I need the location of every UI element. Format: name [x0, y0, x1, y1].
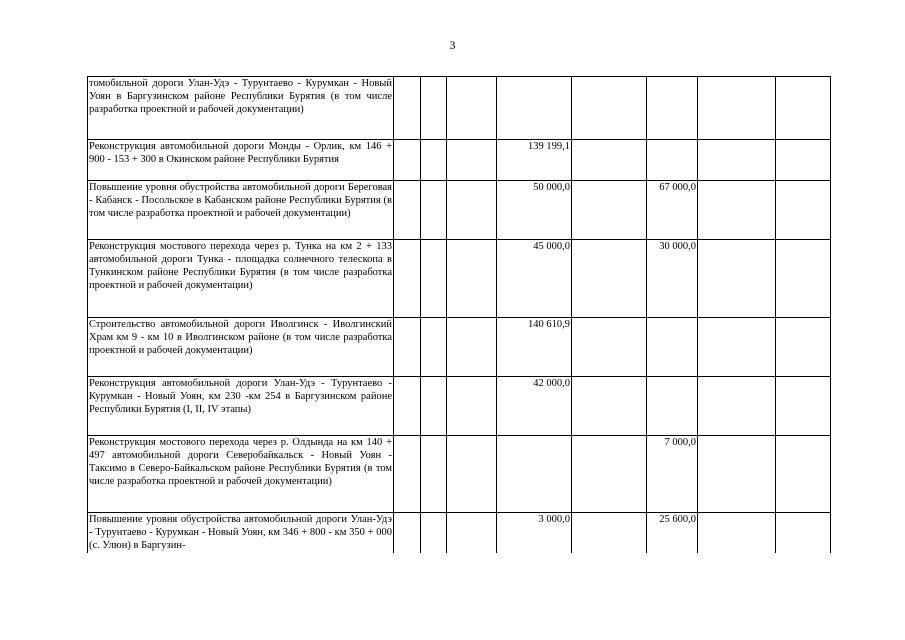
- empty-cell: [776, 513, 831, 553]
- amount-cell: [497, 436, 572, 513]
- amount-cell: 3 000,0: [497, 513, 572, 553]
- budget-table: [87, 76, 831, 553]
- empty-cell: [572, 513, 647, 553]
- empty-cell: [698, 181, 776, 240]
- empty-cell: [776, 140, 831, 181]
- amount-cell: 140 610,9: [497, 318, 572, 377]
- row-description: Реконструкция автомобильной дороги Улан-Удэ - Турунтаево - Курумкан - Новый Уоян, км 230 -км 254 в Баргузинском районе Республики Бурятия (I, II, IV этапы): [88, 377, 394, 436]
- empty-cell: [421, 181, 447, 240]
- empty-cell: [394, 77, 421, 140]
- empty-cell: [447, 181, 497, 240]
- empty-cell: [698, 513, 776, 553]
- empty-cell: [421, 140, 447, 181]
- empty-cell: [698, 240, 776, 318]
- empty-cell: [394, 181, 421, 240]
- empty-cell: [421, 513, 447, 553]
- empty-cell: [572, 181, 647, 240]
- empty-cell: [572, 240, 647, 318]
- amount-cell: [647, 377, 698, 436]
- empty-cell: [572, 318, 647, 377]
- table-row: [88, 77, 831, 140]
- empty-cell: [572, 436, 647, 513]
- page-number: 3: [449, 38, 456, 52]
- empty-cell: [698, 77, 776, 140]
- empty-cell: [447, 240, 497, 318]
- table-row: [88, 140, 831, 181]
- amount-cell: 7 000,0: [647, 436, 698, 513]
- table-row: [88, 436, 831, 513]
- empty-cell: [776, 318, 831, 377]
- row-description: Реконструкция автомобильной дороги Монды - Орлик, км 146 + 900 - 153 + 300 в Окинском районе Республики Бурятия: [88, 140, 394, 181]
- row-description: Реконструкция мостового перехода через р. Тунка на км 2 + 133 автомобильной дороги Тунка - площадка солнечного телескопа в Тункинском районе Республики Бурятия (в том числе разработка проектной и рабочей документации): [88, 240, 394, 318]
- empty-cell: [572, 377, 647, 436]
- empty-cell: [421, 77, 447, 140]
- amount-cell: 67 000,0: [647, 181, 698, 240]
- empty-cell: [776, 436, 831, 513]
- amount-cell: [647, 77, 698, 140]
- row-description: Повышение уровня обустройства автомобильной дороги Береговая - Кабанск - Посольское в Кабанском районе Республики Бурятия (в том числе разработка проектной и рабочей документации): [88, 181, 394, 240]
- empty-cell: [447, 436, 497, 513]
- empty-cell: [447, 318, 497, 377]
- empty-cell: [776, 377, 831, 436]
- table-row: [88, 181, 831, 240]
- empty-cell: [447, 77, 497, 140]
- amount-cell: 30 000,0: [647, 240, 698, 318]
- empty-cell: [776, 77, 831, 140]
- empty-cell: [394, 377, 421, 436]
- amount-cell: [647, 140, 698, 181]
- empty-cell: [447, 377, 497, 436]
- empty-cell: [447, 513, 497, 553]
- amount-cell: 50 000,0: [497, 181, 572, 240]
- empty-cell: [776, 181, 831, 240]
- empty-cell: [394, 318, 421, 377]
- table-row: [88, 377, 831, 436]
- empty-cell: [394, 140, 421, 181]
- empty-cell: [421, 240, 447, 318]
- empty-cell: [698, 377, 776, 436]
- amount-cell: [497, 77, 572, 140]
- empty-cell: [572, 77, 647, 140]
- empty-cell: [394, 436, 421, 513]
- amount-cell: 25 600,0: [647, 513, 698, 553]
- empty-cell: [572, 140, 647, 181]
- empty-cell: [394, 240, 421, 318]
- empty-cell: [394, 513, 421, 553]
- table-row: [88, 513, 831, 553]
- empty-cell: [698, 436, 776, 513]
- empty-cell: [421, 377, 447, 436]
- empty-cell: [698, 140, 776, 181]
- amount-cell: 139 199,1: [497, 140, 572, 181]
- empty-cell: [421, 318, 447, 377]
- empty-cell: [447, 140, 497, 181]
- amount-cell: 45 000,0: [497, 240, 572, 318]
- row-description: Повышение уровня обустройства автомобильной дороги Улан-Удэ - Турунтаево - Курумкан - Новый Уоян, км 346 + 800 - км 350 + 000 (с. Улюн) в Баргузин-: [89, 514, 392, 551]
- table-row: [88, 240, 831, 318]
- row-description: Реконструкция мостового перехода через р. Олдында на км 140 + 497 автомобильной дороги Северобайкальск - Новый Уоян - Таксимо в Северо-Байкальском районе Республики Бурятия (в том числе разработка проектной и рабочей документации): [88, 436, 394, 513]
- row-description: томобильной дороги Улан-Удэ - Турунтаево - Курумкан - Новый Уоян в Баргузинском районе Республики Бурятия (в том числе разработка проектной и рабочей документации): [88, 77, 394, 140]
- amount-cell: 42 000,0: [497, 377, 572, 436]
- table-row: [88, 318, 831, 377]
- empty-cell: [421, 436, 447, 513]
- empty-cell: [776, 240, 831, 318]
- amount-cell: [647, 318, 698, 377]
- row-description: Строительство автомобильной дороги Иволгинск - Иволгинский Храм км 9 - км 10 в Иволгинском районе (в том числе разработка проектной и рабочей документации): [88, 318, 394, 377]
- empty-cell: [698, 318, 776, 377]
